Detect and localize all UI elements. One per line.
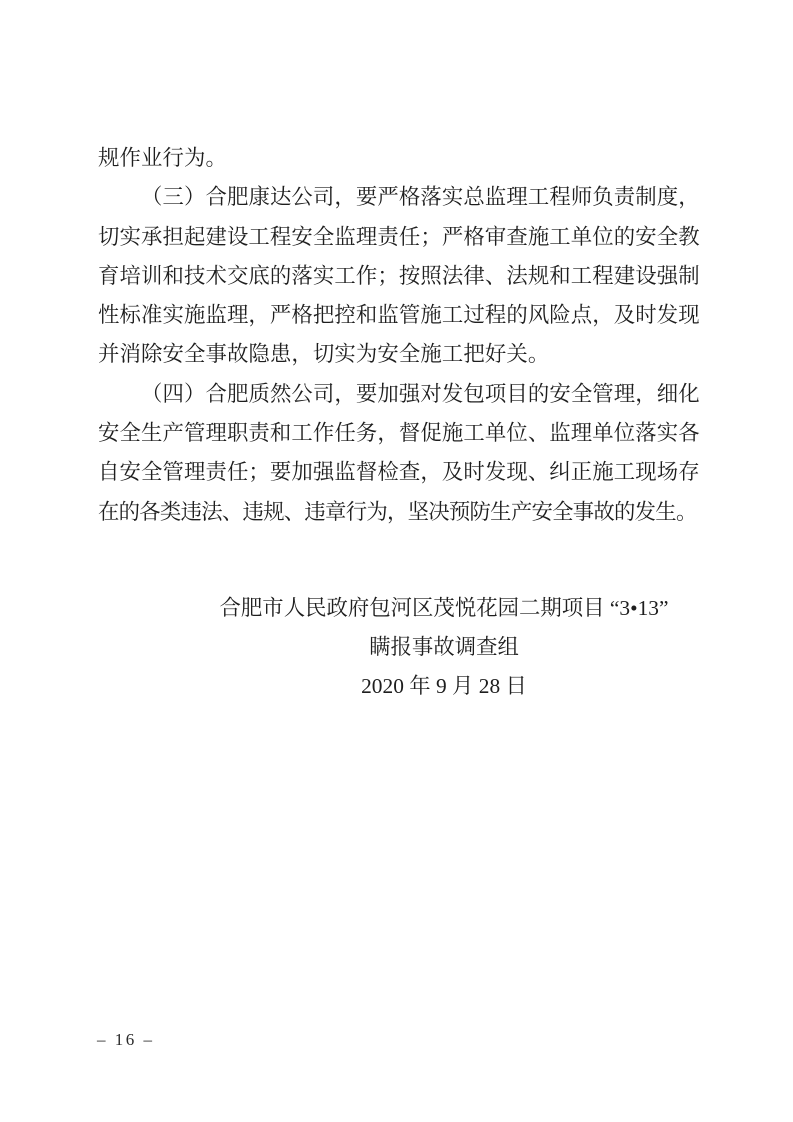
body-line: 在的各类违法、违规、违章行为，坚决预防生产安全事故的发生。 — [98, 499, 697, 524]
signature-org-line-1: 合肥市人民政府包河区茂悦花园二期项目 “3•13” — [219, 596, 669, 620]
page-number: – 16 – — [97, 1030, 155, 1049]
body-line: （四）合肥质然公司，要加强对发包项目的安全管理，细化 — [141, 381, 700, 406]
document-body — [98, 139, 700, 532]
body-line: （三）合肥康达公司，要严格落实总监理工程师负责制度， — [141, 185, 700, 210]
body-line: 育培训和技术交底的落实工作；按照法律、法规和工程建设强制 — [98, 263, 700, 288]
body-line: 安全生产管理职责和工作任务，督促施工单位、监理单位落实各 — [98, 421, 700, 446]
signature-date: 2020 年 9 月 28 日 — [361, 674, 527, 698]
signature-block — [215, 589, 673, 706]
signature-org-line-2: 瞒报事故调查组 — [369, 635, 519, 659]
body-line: 并消除安全事故隐患，切实为安全施工把好关。 — [98, 342, 550, 367]
body-line: 切实承担起建设工程安全监理责任；严格审查施工单位的安全教 — [98, 224, 700, 249]
body-line: 规作业行为。 — [98, 146, 227, 170]
body-line: 自安全管理责任；要加强监督检查，及时发现、纠正施工现场存 — [98, 460, 700, 485]
body-line: 性标准实施监理，严格把控和监管施工过程的风险点，及时发现 — [98, 303, 700, 328]
